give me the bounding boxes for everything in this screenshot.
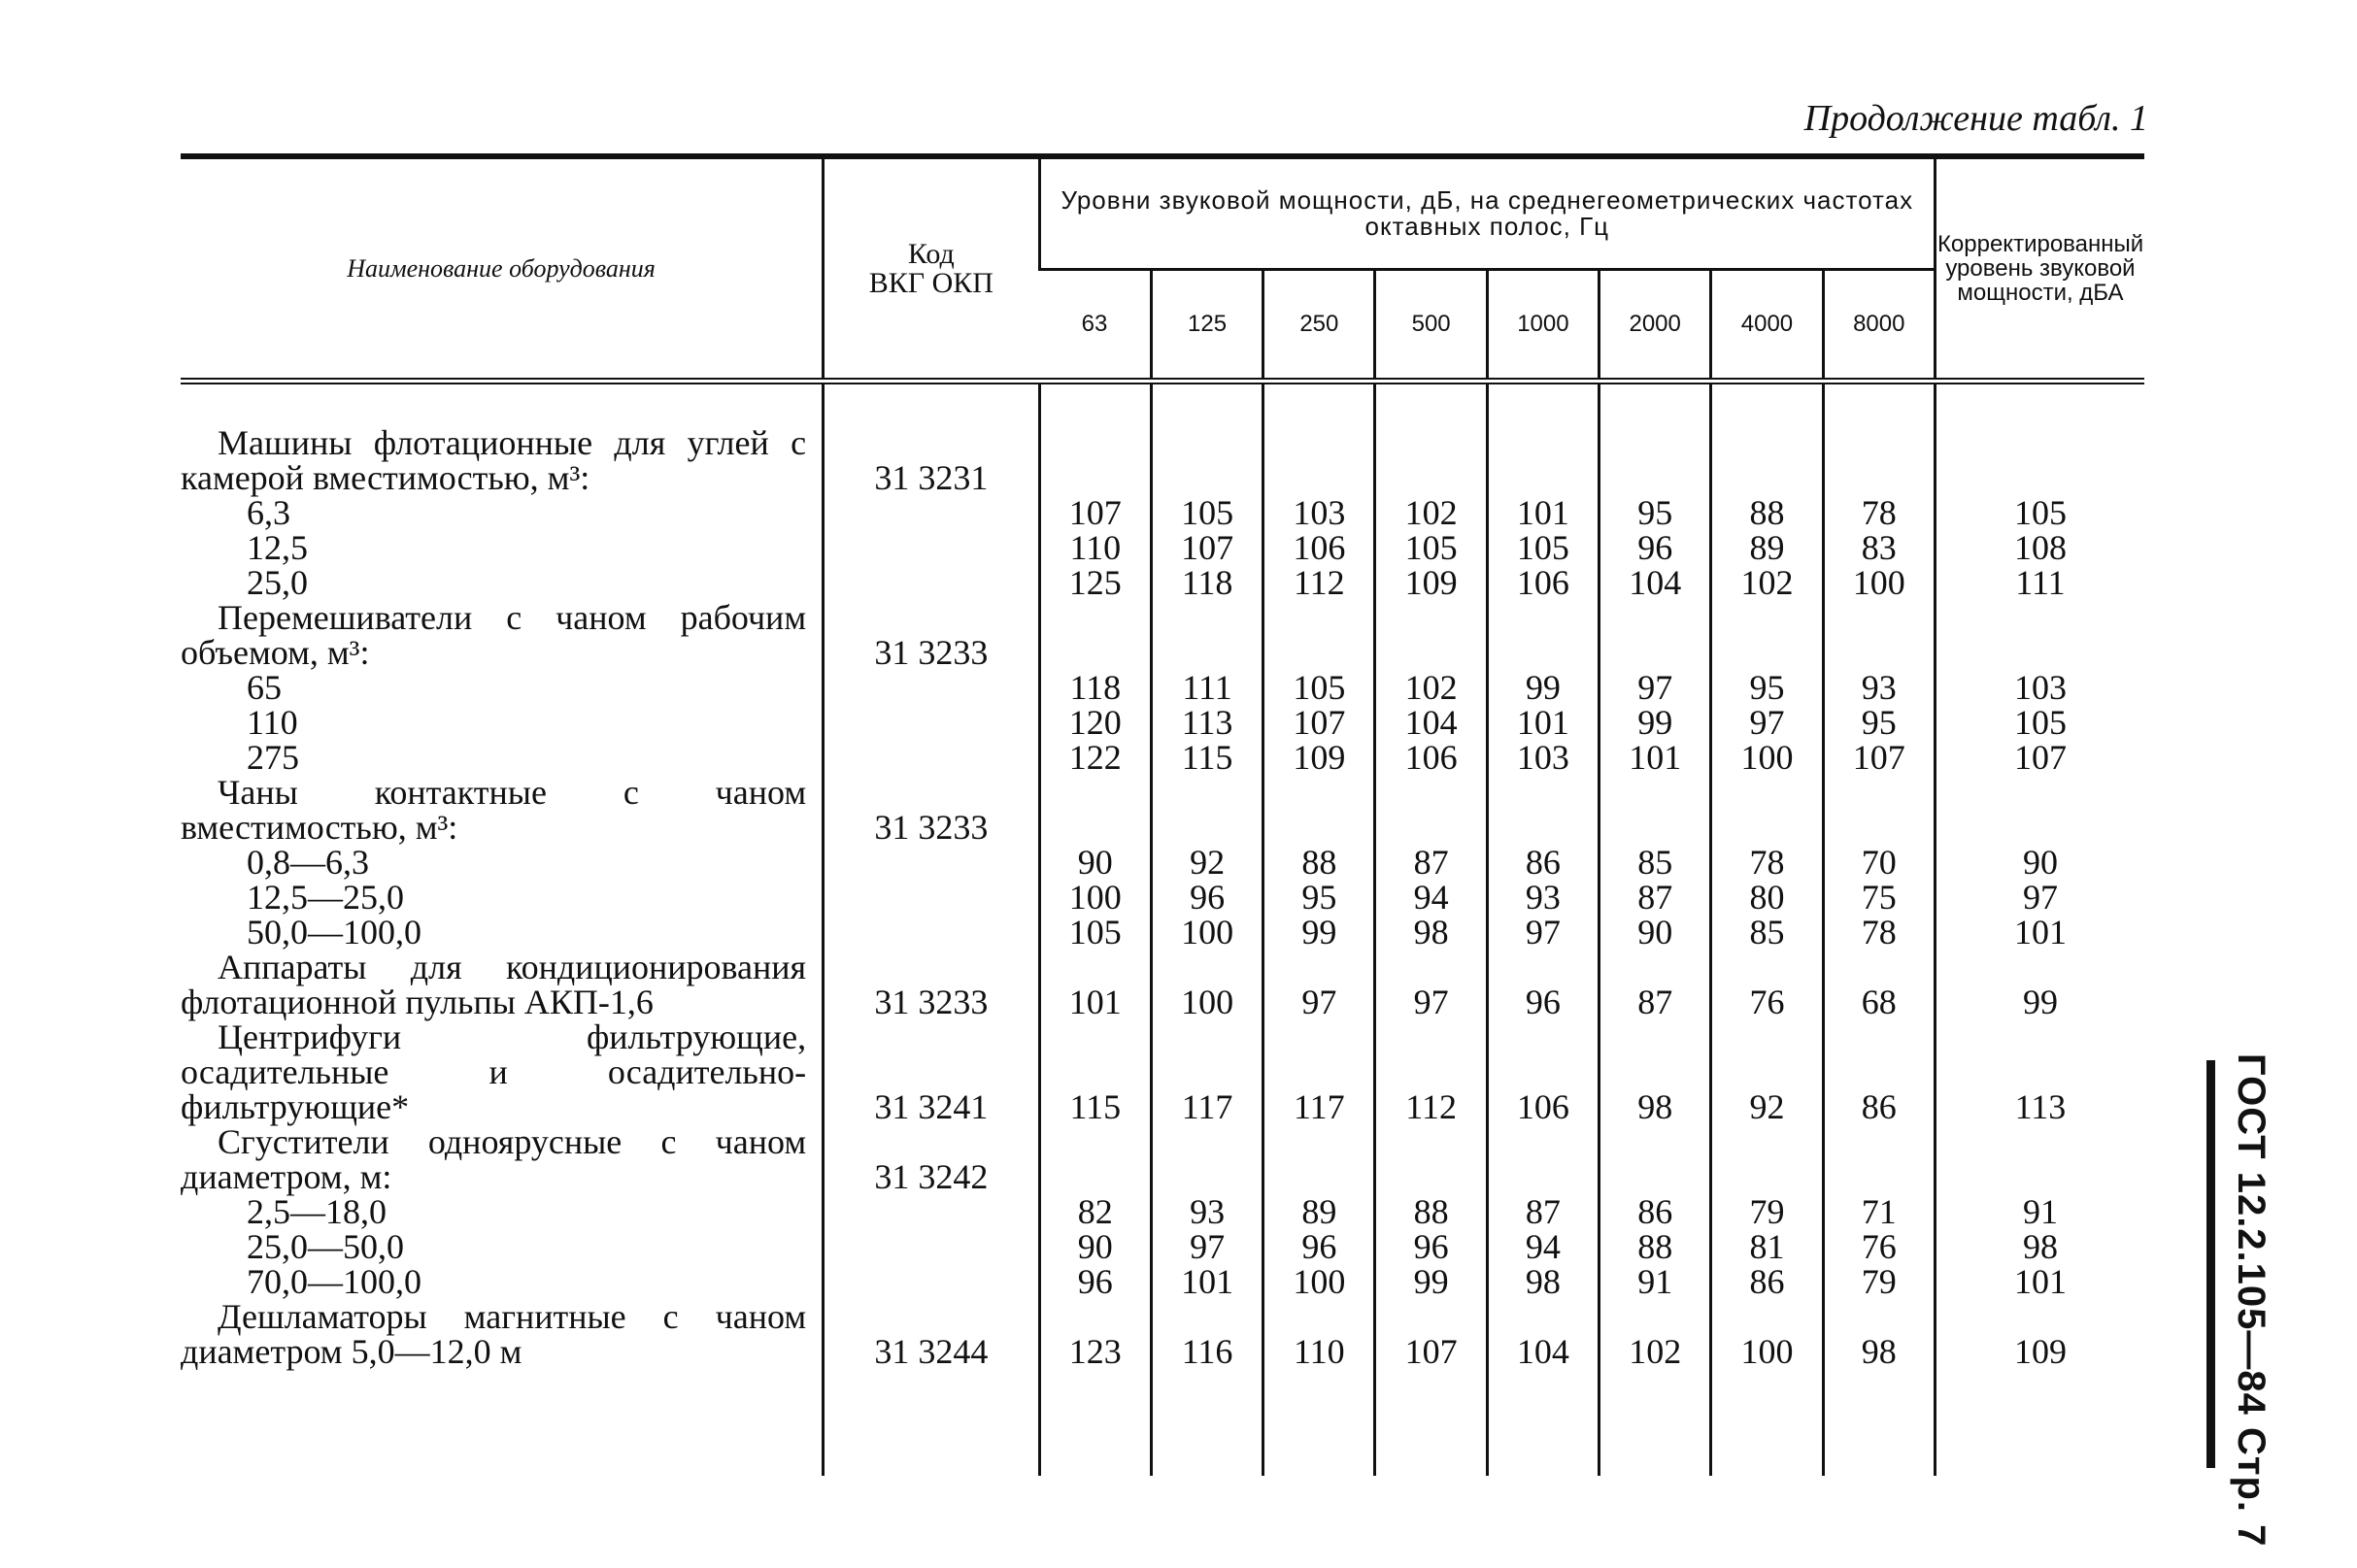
corrected-value: 108	[1935, 530, 2144, 565]
header-frequency: 4000	[1711, 270, 1823, 382]
empty-cell	[1711, 1124, 1823, 1194]
header-frequency: 500	[1375, 270, 1487, 382]
empty-cell	[1711, 1369, 1823, 1476]
header-corrected: Корректированный уровень звуковой мощности, дБА	[1935, 156, 2144, 382]
empty-cell	[1263, 382, 1375, 426]
empty-cell	[824, 915, 1040, 950]
corrected-value: 90	[1935, 845, 2144, 880]
level-value: 93	[1487, 880, 1599, 915]
size-label: 12,5—25,0	[247, 878, 404, 917]
empty-cell	[1935, 425, 2144, 495]
size-label: 6,3	[247, 493, 290, 532]
level-value: 82	[1039, 1194, 1151, 1229]
level-value: 87	[1375, 845, 1487, 880]
level-value: 96	[1375, 1229, 1487, 1264]
level-value: 105	[1375, 530, 1487, 565]
level-value: 85	[1711, 915, 1823, 950]
spacer-row	[181, 382, 2144, 426]
empty-cell	[181, 382, 824, 426]
empty-cell	[1487, 600, 1599, 670]
empty-cell	[1935, 382, 2144, 426]
empty-cell	[1375, 1369, 1487, 1476]
empty-cell	[1487, 1369, 1599, 1476]
level-value: 100	[1711, 740, 1823, 775]
empty-cell	[824, 1369, 1040, 1476]
empty-cell	[1935, 600, 2144, 670]
level-value: 85	[1599, 845, 1711, 880]
empty-cell	[1823, 382, 1935, 426]
empty-cell	[1487, 382, 1599, 426]
empty-cell	[1039, 1369, 1151, 1476]
level-value: 93	[1151, 1194, 1263, 1229]
level-value: 86	[1823, 1019, 1935, 1124]
level-value: 90	[1039, 845, 1151, 880]
continuation-label: Продолжение табл. 1	[1803, 98, 2148, 139]
level-value: 100	[1711, 1299, 1823, 1369]
empty-cell	[824, 530, 1040, 565]
level-value: 91	[1599, 1264, 1711, 1299]
level-value: 110	[1039, 530, 1151, 565]
level-value: 90	[1599, 915, 1711, 950]
level-value: 89	[1711, 530, 1823, 565]
level-value: 93	[1823, 670, 1935, 705]
corrected-value: 101	[1935, 1264, 2144, 1299]
level-value: 106	[1375, 740, 1487, 775]
empty-cell	[824, 495, 1040, 530]
level-value: 120	[1039, 705, 1151, 740]
header-frequency: 1000	[1487, 270, 1599, 382]
level-value: 78	[1823, 915, 1935, 950]
empty-cell	[824, 565, 1040, 600]
level-value: 105	[1039, 915, 1151, 950]
level-value: 100	[1823, 565, 1935, 600]
level-value: 96	[1039, 1264, 1151, 1299]
equipment-code: 31 3233	[824, 600, 1040, 670]
equipment-name: Дешламаторы магнитные с чаном диаметром 5,0—12,0 м	[181, 1297, 807, 1371]
level-value: 71	[1823, 1194, 1935, 1229]
level-value: 96	[1599, 530, 1711, 565]
level-value: 112	[1263, 565, 1375, 600]
level-value: 99	[1263, 915, 1375, 950]
corrected-value: 101	[1935, 915, 2144, 950]
header-frequency: 63	[1039, 270, 1151, 382]
level-value: 95	[1711, 670, 1823, 705]
empty-cell	[1935, 1124, 2144, 1194]
side-standard-label: ГОСТ 12.2.105—84 Стр. 7	[2230, 1053, 2273, 1548]
corrected-value: 111	[1935, 565, 2144, 600]
equipment-code: 31 3233	[824, 950, 1040, 1019]
empty-cell	[1375, 600, 1487, 670]
level-value: 125	[1039, 565, 1151, 600]
table-row	[181, 740, 2144, 775]
level-value: 123	[1039, 1299, 1151, 1369]
table-row	[181, 1194, 2144, 1229]
corrected-value: 105	[1935, 705, 2144, 740]
level-value: 86	[1711, 1264, 1823, 1299]
empty-cell	[1487, 1124, 1599, 1194]
level-value: 95	[1823, 705, 1935, 740]
level-value: 102	[1375, 495, 1487, 530]
empty-cell	[1599, 1124, 1711, 1194]
header-frequency: 250	[1263, 270, 1375, 382]
level-value: 78	[1823, 495, 1935, 530]
empty-cell	[1599, 775, 1711, 845]
level-value: 78	[1711, 845, 1823, 880]
empty-cell	[824, 740, 1040, 775]
table-row	[181, 1264, 2144, 1299]
empty-cell	[1263, 600, 1375, 670]
empty-cell	[1823, 600, 1935, 670]
table-row	[181, 775, 2144, 845]
level-value: 118	[1151, 565, 1263, 600]
table-row	[181, 670, 2144, 705]
level-value: 122	[1039, 740, 1151, 775]
corrected-value: 107	[1935, 740, 2144, 775]
empty-cell	[1263, 775, 1375, 845]
empty-cell	[181, 1369, 824, 1476]
level-value: 94	[1375, 880, 1487, 915]
level-value: 86	[1599, 1194, 1711, 1229]
level-value: 81	[1711, 1229, 1823, 1264]
header-code-line1: Код	[907, 237, 955, 270]
level-value: 97	[1487, 915, 1599, 950]
level-value: 103	[1487, 740, 1599, 775]
level-value: 100	[1039, 880, 1151, 915]
level-value: 95	[1599, 495, 1711, 530]
table-row	[181, 1124, 2144, 1194]
level-value: 107	[1263, 705, 1375, 740]
level-value: 104	[1599, 565, 1711, 600]
level-value: 96	[1263, 1229, 1375, 1264]
empty-cell	[1935, 775, 2144, 845]
level-value: 99	[1487, 670, 1599, 705]
empty-cell	[1711, 775, 1823, 845]
equipment-code: 31 3241	[824, 1019, 1040, 1124]
level-value: 101	[1487, 705, 1599, 740]
equipment-code: 31 3244	[824, 1299, 1040, 1369]
equipment-name: Сгустители одноярусные с чаном диаметром, м:	[181, 1122, 807, 1196]
empty-cell	[1823, 425, 1935, 495]
empty-cell	[1151, 1369, 1263, 1476]
level-value: 101	[1599, 740, 1711, 775]
empty-cell	[1151, 382, 1263, 426]
size-label: 2,5—18,0	[247, 1192, 387, 1231]
empty-cell	[1935, 1369, 2144, 1476]
level-value: 106	[1487, 1019, 1599, 1124]
empty-cell	[1599, 1369, 1711, 1476]
empty-cell	[1823, 1124, 1935, 1194]
level-value: 76	[1711, 950, 1823, 1019]
empty-cell	[824, 1229, 1040, 1264]
level-value: 105	[1487, 530, 1599, 565]
equipment-name: Перемешиватели с чаном рабочим объемом, м³:	[181, 598, 807, 672]
level-value: 115	[1151, 740, 1263, 775]
empty-cell	[1711, 425, 1823, 495]
table-row	[181, 1299, 2144, 1369]
empty-cell	[1375, 1124, 1487, 1194]
level-value: 116	[1151, 1299, 1263, 1369]
equipment-name: Чаны контактные с чаном вместимостью, м³:	[181, 773, 807, 847]
level-value: 98	[1823, 1299, 1935, 1369]
level-value: 106	[1487, 565, 1599, 600]
empty-cell	[1375, 775, 1487, 845]
level-value: 117	[1151, 1019, 1263, 1124]
level-value: 98	[1375, 915, 1487, 950]
empty-cell	[1151, 425, 1263, 495]
level-value: 87	[1599, 880, 1711, 915]
size-label: 275	[247, 738, 299, 777]
level-value: 117	[1263, 1019, 1375, 1124]
level-value: 88	[1711, 495, 1823, 530]
level-value: 102	[1599, 1299, 1711, 1369]
level-value: 100	[1263, 1264, 1375, 1299]
empty-cell	[824, 880, 1040, 915]
equipment-name: Аппараты для кондиционирования флотационной пульпы АКП-1,6	[181, 948, 807, 1021]
level-value: 86	[1487, 845, 1599, 880]
empty-cell	[1039, 600, 1151, 670]
level-value: 97	[1151, 1229, 1263, 1264]
size-label: 0,8—6,3	[247, 843, 369, 882]
header-frequency: 8000	[1823, 270, 1935, 382]
level-value: 95	[1263, 880, 1375, 915]
empty-cell	[1151, 775, 1263, 845]
level-value: 96	[1151, 880, 1263, 915]
corrected-value: 91	[1935, 1194, 2144, 1229]
table-row	[181, 950, 2144, 1019]
empty-cell	[1487, 775, 1599, 845]
level-value: 90	[1039, 1229, 1151, 1264]
table-row	[181, 845, 2144, 880]
level-value: 109	[1375, 565, 1487, 600]
empty-cell	[1487, 425, 1599, 495]
empty-cell	[1151, 1124, 1263, 1194]
level-value: 101	[1487, 495, 1599, 530]
noise-table	[181, 153, 2144, 1476]
table-row	[181, 705, 2144, 740]
empty-cell	[1039, 1124, 1151, 1194]
header-name: Наименование оборудования	[347, 253, 656, 283]
empty-cell	[1375, 425, 1487, 495]
empty-cell	[824, 845, 1040, 880]
empty-cell	[1039, 775, 1151, 845]
level-value: 87	[1487, 1194, 1599, 1229]
level-value: 101	[1151, 1264, 1263, 1299]
level-value: 89	[1263, 1194, 1375, 1229]
equipment-code: 31 3231	[824, 425, 1040, 495]
level-value: 97	[1375, 950, 1487, 1019]
empty-cell	[1711, 600, 1823, 670]
level-value: 112	[1375, 1019, 1487, 1124]
table-row	[181, 530, 2144, 565]
equipment-name: Центрифуги фильтрующие, осадительные и осадительно-фильтрующие*	[181, 1018, 807, 1126]
corrected-value: 99	[1935, 950, 2144, 1019]
empty-cell	[1151, 600, 1263, 670]
level-value: 92	[1151, 845, 1263, 880]
level-value: 75	[1823, 880, 1935, 915]
level-value: 102	[1711, 565, 1823, 600]
empty-cell	[1599, 425, 1711, 495]
header-frequency: 125	[1151, 270, 1263, 382]
corrected-value: 103	[1935, 670, 2144, 705]
corrected-value: 98	[1935, 1229, 2144, 1264]
table-row	[181, 600, 2144, 670]
header-code-line2: ВКГ ОКП	[868, 266, 993, 299]
size-label: 70,0—100,0	[247, 1262, 421, 1301]
empty-cell	[1375, 382, 1487, 426]
level-value: 96	[1487, 950, 1599, 1019]
level-value: 111	[1151, 670, 1263, 705]
level-value: 103	[1263, 495, 1375, 530]
level-value: 87	[1599, 950, 1711, 1019]
level-value: 70	[1823, 845, 1935, 880]
level-value: 107	[1375, 1299, 1487, 1369]
level-value: 79	[1711, 1194, 1823, 1229]
empty-cell	[1823, 1369, 1935, 1476]
size-label: 110	[247, 703, 298, 742]
corrected-value: 105	[1935, 495, 2144, 530]
empty-cell	[1039, 382, 1151, 426]
equipment-code: 31 3242	[824, 1124, 1040, 1194]
level-value: 97	[1263, 950, 1375, 1019]
empty-cell	[824, 705, 1040, 740]
level-value: 97	[1711, 705, 1823, 740]
empty-cell	[824, 1194, 1040, 1229]
empty-cell	[824, 1264, 1040, 1299]
level-value: 107	[1823, 740, 1935, 775]
level-value: 107	[1039, 495, 1151, 530]
level-value: 113	[1151, 705, 1263, 740]
level-value: 94	[1487, 1229, 1599, 1264]
level-value: 68	[1823, 950, 1935, 1019]
noise-table-wrapper	[181, 153, 2144, 1476]
level-value: 88	[1263, 845, 1375, 880]
header-levels: Уровни звуковой мощности, дБ, на среднегеометрических частотах октавных полос, Гц	[1039, 156, 1935, 270]
equipment-code: 31 3233	[824, 775, 1040, 845]
level-value: 109	[1263, 740, 1375, 775]
size-label: 25,0	[247, 563, 308, 602]
empty-cell	[1823, 775, 1935, 845]
empty-cell	[1599, 382, 1711, 426]
empty-cell	[1263, 425, 1375, 495]
size-label: 65	[247, 668, 282, 707]
table-row	[181, 425, 2144, 495]
level-value: 92	[1711, 1019, 1823, 1124]
level-value: 110	[1263, 1299, 1375, 1369]
empty-cell	[1599, 600, 1711, 670]
level-value: 99	[1599, 705, 1711, 740]
level-value: 105	[1151, 495, 1263, 530]
table-row	[181, 1019, 2144, 1124]
empty-cell	[824, 670, 1040, 705]
header-frequency: 2000	[1599, 270, 1711, 382]
level-value: 99	[1375, 1264, 1487, 1299]
level-value: 80	[1711, 880, 1823, 915]
table-row	[181, 1229, 2144, 1264]
level-value: 79	[1823, 1264, 1935, 1299]
equipment-name: Машины флотационные для углей с камерой вместимостью, м³:	[181, 423, 807, 497]
table-row	[181, 565, 2144, 600]
level-value: 100	[1151, 950, 1263, 1019]
empty-cell	[1039, 425, 1151, 495]
table-row	[181, 880, 2144, 915]
level-value: 98	[1487, 1264, 1599, 1299]
level-value: 107	[1151, 530, 1263, 565]
empty-cell	[1711, 382, 1823, 426]
corrected-value: 113	[1935, 1019, 2144, 1124]
size-label: 12,5	[247, 528, 308, 567]
level-value: 102	[1375, 670, 1487, 705]
level-value: 83	[1823, 530, 1935, 565]
level-value: 101	[1039, 950, 1151, 1019]
level-value: 98	[1599, 1019, 1711, 1124]
level-value: 105	[1263, 670, 1375, 705]
corrected-value: 109	[1935, 1299, 2144, 1369]
level-value: 100	[1151, 915, 1263, 950]
table-row	[181, 915, 2144, 950]
level-value: 88	[1375, 1194, 1487, 1229]
level-value: 104	[1375, 705, 1487, 740]
header-code	[824, 156, 1040, 382]
tail-row	[181, 1369, 2144, 1476]
level-value: 104	[1487, 1299, 1599, 1369]
empty-cell	[1263, 1369, 1375, 1476]
size-label: 50,0—100,0	[247, 913, 421, 951]
empty-cell	[1263, 1124, 1375, 1194]
level-value: 118	[1039, 670, 1151, 705]
corrected-value: 97	[1935, 880, 2144, 915]
level-value: 97	[1599, 670, 1711, 705]
table-row	[181, 495, 2144, 530]
level-value: 115	[1039, 1019, 1151, 1124]
level-value: 88	[1599, 1229, 1711, 1264]
side-bar-rule	[2206, 1060, 2215, 1468]
size-label: 25,0—50,0	[247, 1227, 404, 1266]
level-value: 106	[1263, 530, 1375, 565]
level-value: 76	[1823, 1229, 1935, 1264]
empty-cell	[824, 382, 1040, 426]
